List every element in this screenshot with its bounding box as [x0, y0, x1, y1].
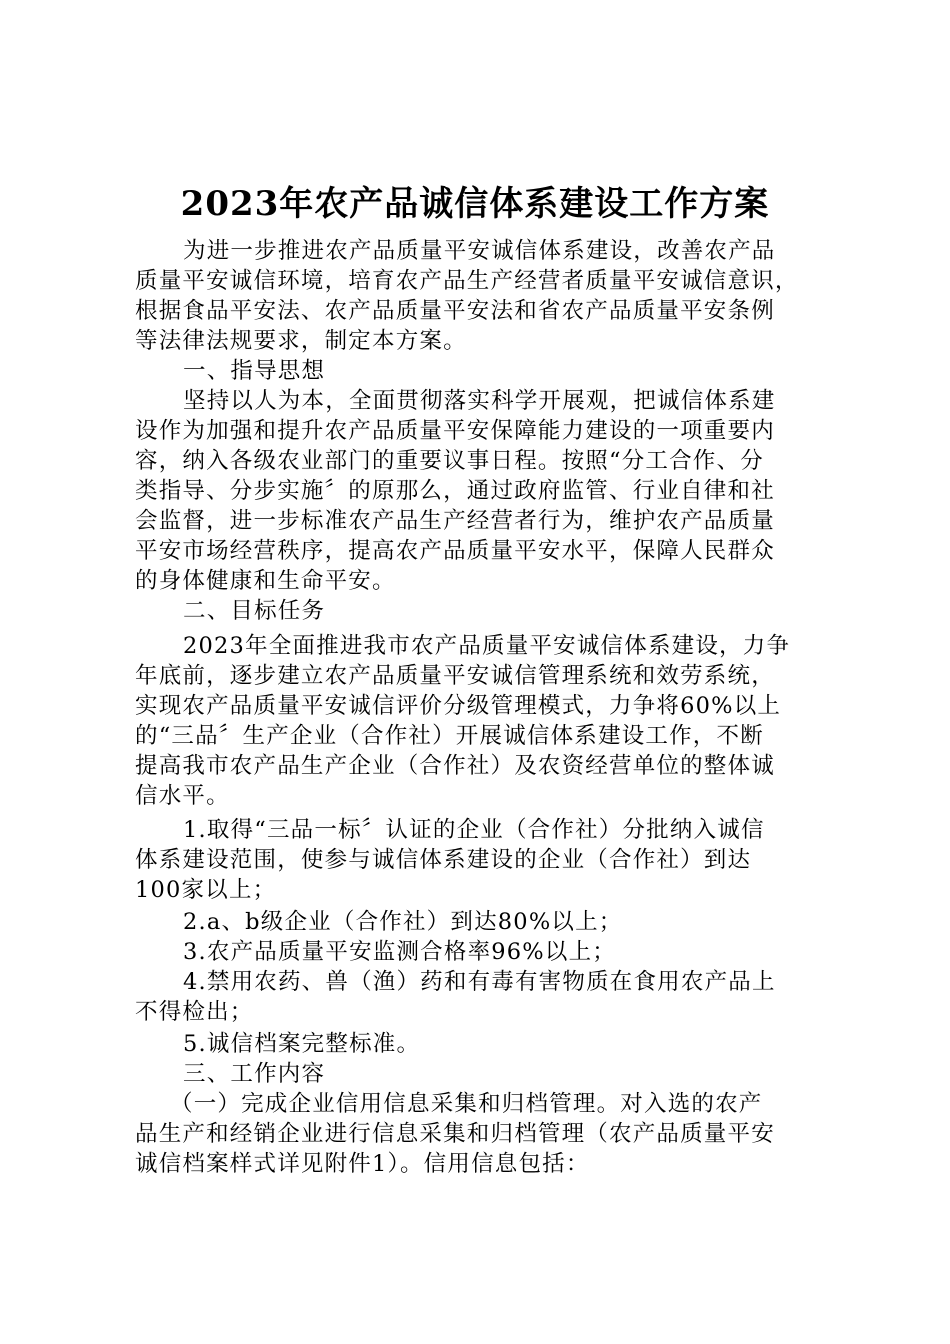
- body-line: 不得检出；: [135, 999, 254, 1025]
- section-heading: 二、目标任务: [183, 598, 326, 624]
- body-line: （一）完成企业信用信息采集和归档管理。对入选的农产: [170, 1091, 763, 1117]
- body-line: 年底前，逐步建立农产品质量平安诚信管理系统和效劳系统，: [135, 663, 775, 689]
- body-line: 容，纳入各级农业部门的重要议事日程。按照“分工合作、分: [135, 448, 764, 474]
- body-line: 信水平。: [135, 783, 230, 809]
- body-line: 坚持以人为本，全面贯彻落实科学开展观，把诚信体系建: [183, 388, 776, 414]
- body-line: 100家以上；: [135, 877, 277, 903]
- body-line: 诚信档案样式详见附件1）。信用信息包括：: [135, 1151, 590, 1177]
- body-line: 平安市场经营秩序，提高农产品质量平安水平，保障人民群众: [135, 538, 775, 564]
- body-line: 体系建设范围，使参与诚信体系建设的企业（合作社）到达: [135, 847, 752, 873]
- list-item: 4.禁用农药、兽（渔）药和有毒有害物质在食用农产品上: [183, 969, 776, 995]
- list-item: 5.诚信档案完整标准。: [183, 1031, 421, 1057]
- body-line: 的身体健康和生命平安。: [135, 568, 396, 594]
- list-item: 1.取得“三品一标〞认证的企业（合作社）分批纳入诚信: [183, 817, 765, 843]
- section-heading: 一、指导思想: [183, 358, 326, 384]
- body-line: 2023年全面推进我市农产品质量平安诚信体系建设，力争: [183, 633, 791, 659]
- body-line: 设作为加强和提升农产品质量平安保障能力建设的一项重要内: [135, 418, 775, 444]
- body-line: 根据食品平安法、农产品质量平安法和省农产品质量平安条例: [135, 298, 775, 324]
- body-line: 品生产和经销企业进行信息采集和归档管理（农产品质量平安: [135, 1121, 775, 1147]
- list-item: 2.a、b级企业（合作社）到达80%以上；: [183, 909, 623, 935]
- section-heading: 三、工作内容: [183, 1061, 326, 1087]
- body-line: 提高我市农产品生产企业（合作社）及农资经营单位的整体诚: [135, 753, 775, 779]
- body-line: 类指导、分步实施〞的原那么，通过政府监管、行业自律和社: [135, 478, 775, 504]
- body-line: 会监督，进一步标准农产品生产经营者行为，维护农产品质量: [135, 508, 775, 534]
- body-line: 的“三品〞生产企业（合作社）开展诚信体系建设工作，不断: [135, 723, 764, 749]
- body-line: 为进一步推进农产品质量平安诚信体系建设，改善农产品: [183, 238, 776, 264]
- body-line: 实现农产品质量平安诚信评价分级管理模式，力争将60%以上: [135, 693, 782, 719]
- body-line: 等法律法规要求，制定本方案。: [135, 328, 467, 354]
- body-line: 质量平安诚信环境，培育农产品生产经营者质量平安诚信意识，: [135, 268, 799, 294]
- document-title: 2023年农产品诚信体系建设工作方案: [180, 184, 770, 224]
- list-item: 3.农产品质量平安监测合格率96%以上；: [183, 939, 616, 965]
